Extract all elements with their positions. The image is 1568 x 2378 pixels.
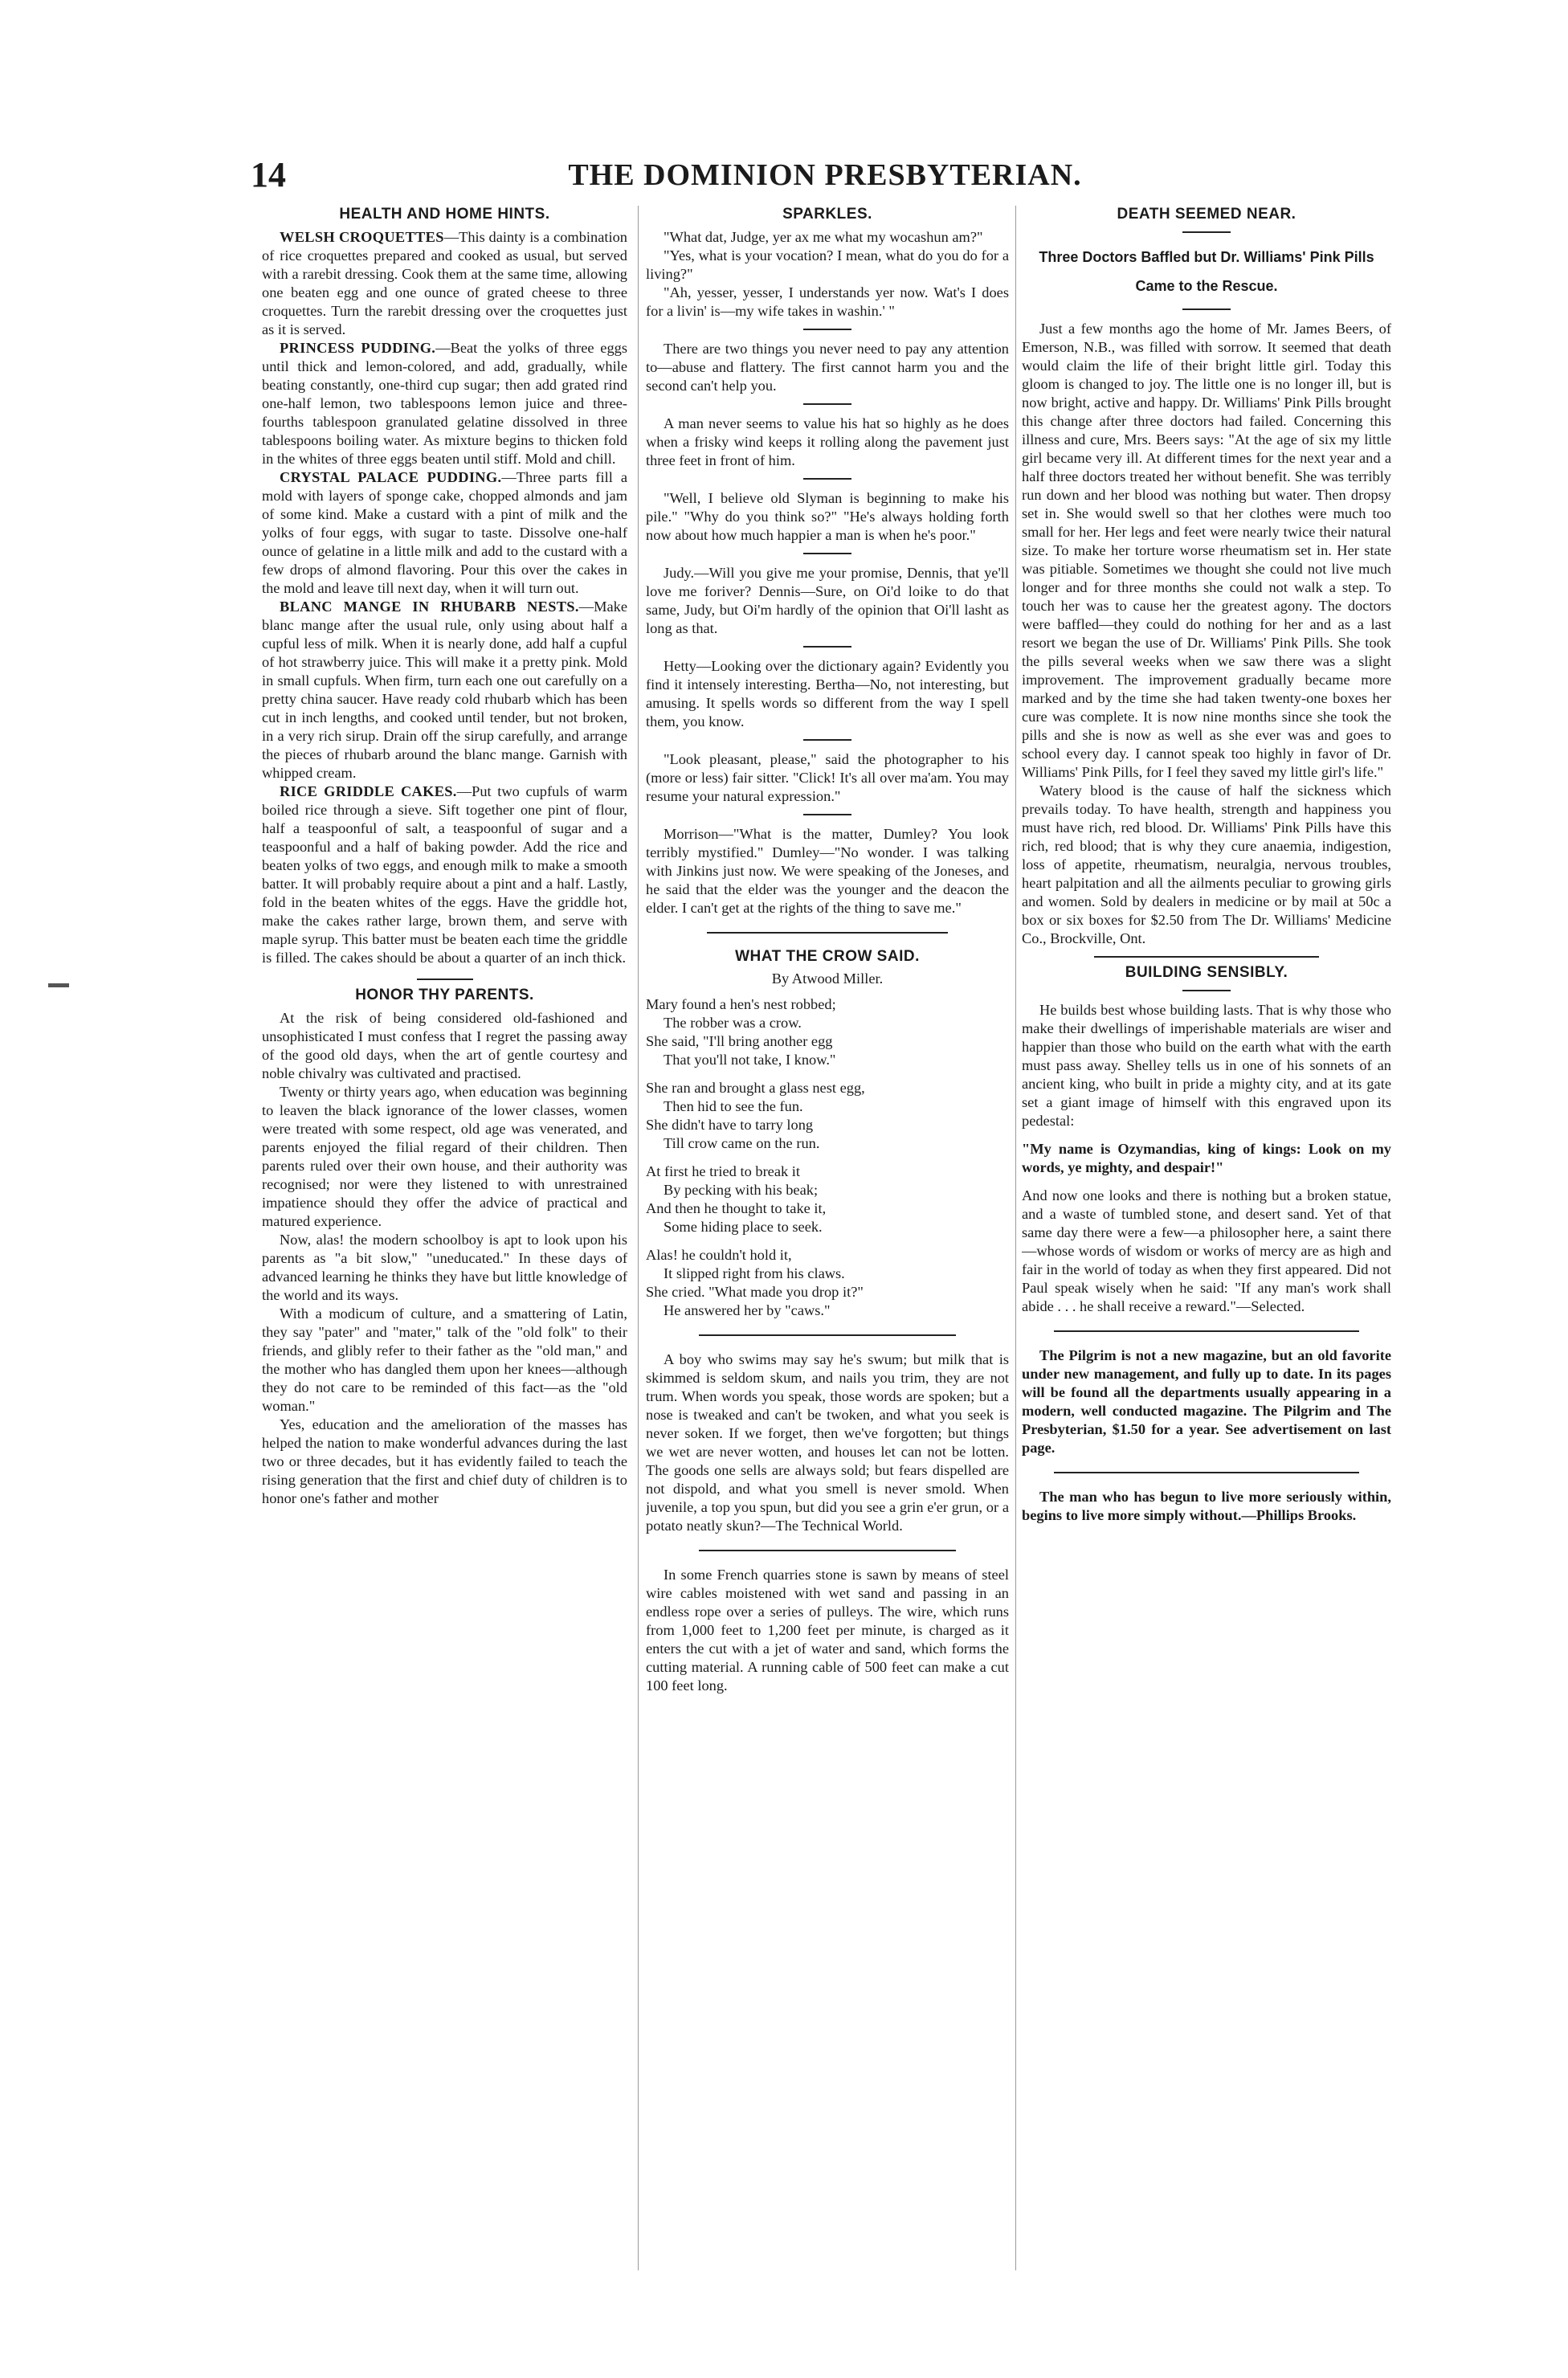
- death-paragraph: Just a few months ago the home of Mr. James Beers, of Emerson, N.B., was filled with sorrow. It seemed that death would claim the life of their bright little girl. Today this gloom is changed to joy. The little one is no longer ill, but is now bright, active and happy. Dr. Williams' Pink Pills brought this change after three doctors had failed. Concerning this illness and cure, Mrs. Beers says: "At the age of six my little girl became very ill. At different times for the next year and a half three doctors treated her without benefit. She was terribly run down and her blood was nothing but water. Then dropsy set in. She would swell so that her clothes were much too small for her. Her legs and feet were nearly twice their natural size. To make her torture worse rheumatism set in. Her state was pitiable. Sometimes we thought she could not live much longer and for three months she could not walk a step. To touch her was to cause her the greatest agony. The doctors were baffled—they could do nothing for her and as a last resort we began the use of Dr. Williams' Pink Pills. She took the pills several weeks when we saw there was a slight improvement. The improvement gradually became more marked and by the time she had taken twenty-one boxes her cure was complete. It is now nine months since she took the pills and she is now as well as she ever was and goes to school every day. I cannot speak too highly in favor of Dr. Williams' Pink Pills, for I feel they saved my little girl's life.": [1022, 321, 1391, 780]
- poem-stanza: [646, 995, 1009, 1069]
- death-heading: DEATH SEEMED NEAR.: [1117, 206, 1296, 223]
- welsh-croquettes-title: WELSH CROQUETTES: [280, 229, 444, 245]
- honor-paragraph: With a modicum of culture, and a smattering of Latin, they say "pater" and "mater," talk of the "old folk" to their friends, and glibly refer to their father as the "old man," and the mother who has dangled them upon her knees—although they do not care to be reminded of this fact—as the "old woman.": [262, 1305, 627, 1414]
- sparkles-item: Morrison—"What is the matter, Dumley? You look terribly mystified." Dumley—"No wonder. I was talking with Jinkins just now. We were speaking of the Joneses, and he said that the elder was the younger and the deacon the elder. I can't get at the rights of the thing to save me.": [646, 826, 1009, 916]
- margin-mark: [48, 983, 69, 987]
- poem-line: Mary found a hen's nest robbed;: [646, 996, 836, 1012]
- honor-paragraph: Now, alas! the modern schoolboy is apt to look upon his parents as "a bit slow," "uneducated." In these days of advanced learning he thinks they have but little knowledge of the world and its ways.: [262, 1232, 627, 1303]
- crystal-palace-title: CRYSTAL PALACE PUDDING.: [280, 469, 502, 485]
- poem-line: Till crow came on the run.: [664, 1135, 820, 1151]
- poem-line: She didn't have to tarry long: [646, 1117, 814, 1133]
- masthead-title: THE DOMINION PRESBYTERIAN.: [568, 158, 1082, 192]
- rice-griddle-paragraph: [262, 782, 627, 967]
- building-quote: "My name is Ozymandias, king of kings: Look on my words, ye mighty, and despair!": [1022, 1141, 1391, 1175]
- poem-line: The robber was a crow.: [664, 1015, 802, 1031]
- item-rule: [803, 478, 851, 480]
- newspaper-page: [251, 129, 1399, 2290]
- item-rule: [803, 814, 851, 815]
- sparkles-item: Judy.—Will you give me your promise, Dennis, that ye'll love me foriver? Dennis—Sure, on Oi'd loike to do that same, Judy, but Oi'm hardly of the opinion that Oi'll lasht as long as that.: [646, 565, 1009, 636]
- section-rule: [707, 932, 948, 934]
- poem-stanza: [646, 1246, 1009, 1320]
- section-rule: [1054, 1472, 1359, 1473]
- sparkles-joke: "Yes, what is your vocation? I mean, what do you do for a living?": [646, 247, 1009, 282]
- quarries-item: In some French quarries stone is sawn by means of steel wire cables moistened with wet sand and passing in an endless rope over a series of pulleys. The wire, which runs from 1,000 feet to 1,200 feet per minute, is charged as it enters the cut with a jet of water and sand, which forms the cutting material. A running cable of 500 feet can make a cut 100 feet long.: [646, 1567, 1009, 1694]
- poem-line: By pecking with his beak;: [664, 1182, 819, 1198]
- column-1: [262, 206, 627, 1508]
- item-rule: [803, 646, 851, 648]
- poem-line: She ran and brought a glass nest egg,: [646, 1080, 865, 1096]
- swims-item: A boy who swims may say he's swum; but milk that is skimmed is seldom skum, and nails you trim, they are not trum. When words you speak, those words are spoken; but a nose is tweaked and can't be twoken, and what you seek is never soken. If we forget, then we've forgotten; but things we wet are never wotten, and houses let can not be lotten. The goods one sells are always sold; but fears dispelled are not dispold, and what you smell is never smold. When juvenile, a top you spun, but did you see a grin e'er grun, or a potato neatly skun?—The Technical World.: [646, 1351, 1009, 1534]
- crow-heading: WHAT THE CROW SAID.: [735, 948, 920, 965]
- item-rule: [803, 553, 851, 554]
- poem-line: Some hiding place to seek.: [664, 1219, 823, 1235]
- honor-paragraph: At the risk of being considered old-fashioned and unsophisticated I must confess that I regret the passing away of the good old days, when the art of gentle courtesy and noble chivalry was cultivated and practised.: [262, 1010, 627, 1081]
- column-3: [1022, 206, 1391, 1525]
- rice-griddle-body: —Put two cupfuls of warm boiled rice through a sieve. Sift together one pint of flour, half a teaspoonful of salt, a teaspoonful of sugar and a teaspoonful and a half of baking powder. Add the rice and beaten yolks of two eggs, and enough milk to make a smooth batter. It will probably require about a pint and a half. Lastly, fold in the beaten whites of the eggs. Have the griddle hot, make the cakes rather large, brown them, and serve with maple syrup. This batter must be beaten each time the griddle is filled. The cakes should be about a quarter of an inch thick.: [262, 783, 627, 966]
- welsh-croquettes-body: —This dainty is a combination of rice croquettes prepared and cooked as usual, but served with a rarebit dressing. Cook them at the same time, allowing one beaten egg and one ounce of grated cheese to three croquettes. Turn the rarebit dressing over the croquettes just as it is served.: [262, 229, 627, 337]
- building-paragraph: And now one looks and there is nothing but a broken statue, and a waste of tumbled stone, and desert sand. Yet of that same day there were a few—a philosopher here, a saint there—whose words of wisdom or works of mercy are as high and fair in the world of today as when they first appeared. Did not Paul speak wisely when he said: "If any man's work shall abide . . . he shall receive a reward."—Selected.: [1022, 1187, 1391, 1314]
- sparkles-joke: "Ah, yesser, yesser, I understands yer now. Wat's I does for a livin' is—my wife takes in washin.' ": [646, 284, 1009, 319]
- item-rule: [803, 739, 851, 741]
- blanc-mange-title: BLANC MANGE IN RHUBARB NESTS.: [280, 599, 579, 615]
- poem-line: At first he tried to break it: [646, 1163, 801, 1179]
- column-2: [646, 206, 1009, 1695]
- poem-line: That you'll not take, I know.": [664, 1052, 836, 1068]
- brooks-quote: The man who has begun to live more seriously within, begins to live more simply without.—Phillips Brooks.: [1022, 1489, 1391, 1523]
- poem-stanza: [646, 1079, 1009, 1153]
- crystal-palace-paragraph: [262, 468, 627, 598]
- item-rule: [1182, 308, 1231, 310]
- poem-line: It slipped right from his claws.: [664, 1265, 845, 1281]
- princess-pudding-body: —Beat the yolks of three eggs until thick and lemon-colored, and add, gradually, while beating constantly, one-third cup sugar; then add grated rind one-half lemon, two tablespoons lemon juice and three-fourths tablespoon granulated gelatine dissolved in three tablespoons boiling water. As mixture begins to thicken fold in the whites of three eggs beaten until stiff. Mold and chill.: [262, 340, 627, 467]
- section-rule: [699, 1550, 956, 1551]
- sparkles-item: "Well, I believe old Slyman is beginning to make his pile." "Why do you think so?" "He's always holding forth now about how much happier a man is when he's poor.": [646, 490, 1009, 543]
- item-rule: [1182, 231, 1231, 233]
- sparkles-item: A man never seems to value his hat so highly as he does when a frisky wind keeps it rolling along the pavement just three feet in front of him.: [646, 415, 1009, 468]
- column-divider: [638, 206, 639, 2270]
- honor-parents-heading: HONOR THY PARENTS.: [355, 987, 534, 1003]
- item-rule: [1182, 990, 1231, 991]
- sparkles-item: There are two things you never need to pay any attention to—abuse and flattery. The first cannot harm you and the second can't help you.: [646, 341, 1009, 394]
- building-paragraph: He builds best whose building lasts. That is why those who make their dwellings of imperishable materials are wiser and happier than those who build on the earth what with the earth must pass away. Shelley tells us in one of his sonnets of an ancient king, who built in pride a mighty city, and at its gate set a giant image of himself with this engraved upon its pedestal:: [1022, 1002, 1391, 1129]
- health-hints-heading: HEALTH AND HOME HINTS.: [339, 206, 550, 223]
- poem-stanza: [646, 1162, 1009, 1236]
- sparkles-joke: "What dat, Judge, yer ax me what my wocashun am?": [664, 229, 983, 245]
- welsh-croquettes-paragraph: [262, 228, 627, 339]
- poem-line: He answered her by "caws.": [664, 1302, 831, 1318]
- section-rule: [417, 979, 473, 980]
- crow-byline: By Atwood Miller.: [771, 970, 884, 987]
- blanc-mange-paragraph: [262, 598, 627, 782]
- poem-line: She said, "I'll bring another egg: [646, 1033, 833, 1049]
- pilgrim-notice: The Pilgrim is not a new magazine, but an old favorite under new management, and fully up to date. In its pages will be found all the departments usually appearing in a modern, well conducted magazine. The Pilgrim and The Presbyterian, $1.50 for a year. See advertisement on last page.: [1022, 1347, 1391, 1456]
- princess-pudding-title: PRINCESS PUDDING.: [280, 340, 436, 356]
- item-rule: [803, 329, 851, 330]
- poem-line: And then he thought to take it,: [646, 1200, 827, 1216]
- sparkles-heading: SPARKLES.: [782, 206, 872, 223]
- honor-paragraph: Yes, education and the amelioration of the masses has helped the nation to make wonderful advances during the last two or three decades, but it has evidently failed to teach the rising generation that the first and chief duty of children is to honor one's father and mother: [262, 1416, 627, 1506]
- death-subheading: Three Doctors Baffled but Dr. Williams' Pink Pills Came to the Rescue.: [1039, 249, 1374, 294]
- sparkles-item: "Look pleasant, please," said the photographer to his (more or less) fair sitter. "Click! It's all over ma'am. You may resume your natural expression.": [646, 751, 1009, 804]
- section-rule: [1054, 1330, 1359, 1332]
- poem-line: Then hid to see the fun.: [664, 1098, 803, 1114]
- page-number: 14: [251, 155, 286, 194]
- rice-griddle-title: RICE GRIDDLE CAKES.: [280, 783, 457, 799]
- poem-line: Alas! he couldn't hold it,: [646, 1247, 792, 1263]
- honor-paragraph: Twenty or thirty years ago, when education was beginning to leaven the black ignorance of the lower classes, women were treated with some respect, old age was venerated, and parents enjoyed the filial regard of their children. Then parents ruled over their own house, and their authority was recognised; nor were they listened to with unrestrained impatience should they offer the advice of practical and matured experience.: [262, 1084, 627, 1229]
- building-heading: BUILDING SENSIBLY.: [1125, 964, 1288, 981]
- blanc-mange-body: —Make blanc mange after the usual rule, only using about half a cupful less of milk. When it is nearly done, add half a cupful of hot strawberry juice. This will make it a pretty pink. Mold in small cupfuls. When firm, turn each one out carefully on a pretty china saucer. Have ready cold rhubarb which has been cut in inch lengths, and cooked until tender, but not broken, in a very rich sirup. Drain off the sirup carefully, and arrange the pieces of rhubarb around the blanc mange. Garnish with whipped cream.: [262, 599, 627, 781]
- item-rule: [803, 403, 851, 405]
- crystal-palace-body: —Three parts fill a mold with layers of sponge cake, chopped almonds and jam of some kind. Make a custard with a pint of milk and the yolks of four eggs, with sugar to taste. Dissolve one-half ounce of gelatine in a little milk and add to the custard with a few drops of almond flavoring. Pour this over the cakes in the mold and leave till next day, when it will turn out.: [262, 469, 627, 596]
- princess-pudding-paragraph: [262, 339, 627, 468]
- section-rule: [1094, 956, 1319, 958]
- section-rule: [699, 1334, 956, 1336]
- column-divider: [1015, 206, 1016, 2270]
- poem-line: She cried. "What made you drop it?": [646, 1284, 864, 1300]
- sparkles-item: Hetty—Looking over the dictionary again? Evidently you find it intensely interesting. Bertha—No, not interesting, but amusing. It spells words so different from the way I spell them, you know.: [646, 658, 1009, 729]
- death-paragraph: Watery blood is the cause of half the sickness which prevails today. To have health, strength and happiness you must have rich, red blood. Dr. Williams' Pink Pills have this rich, red blood; that is why they cure anaemia, indigestion, loss of appetite, rheumatism, neuralgia, nervous troubles, heart palpitation and all the ailments peculiar to growing girls and women. Sold by dealers in medicine or by mail at 50c a box or six boxes for $2.50 from The Dr. Williams' Medicine Co., Brockville, Ont.: [1022, 782, 1391, 946]
